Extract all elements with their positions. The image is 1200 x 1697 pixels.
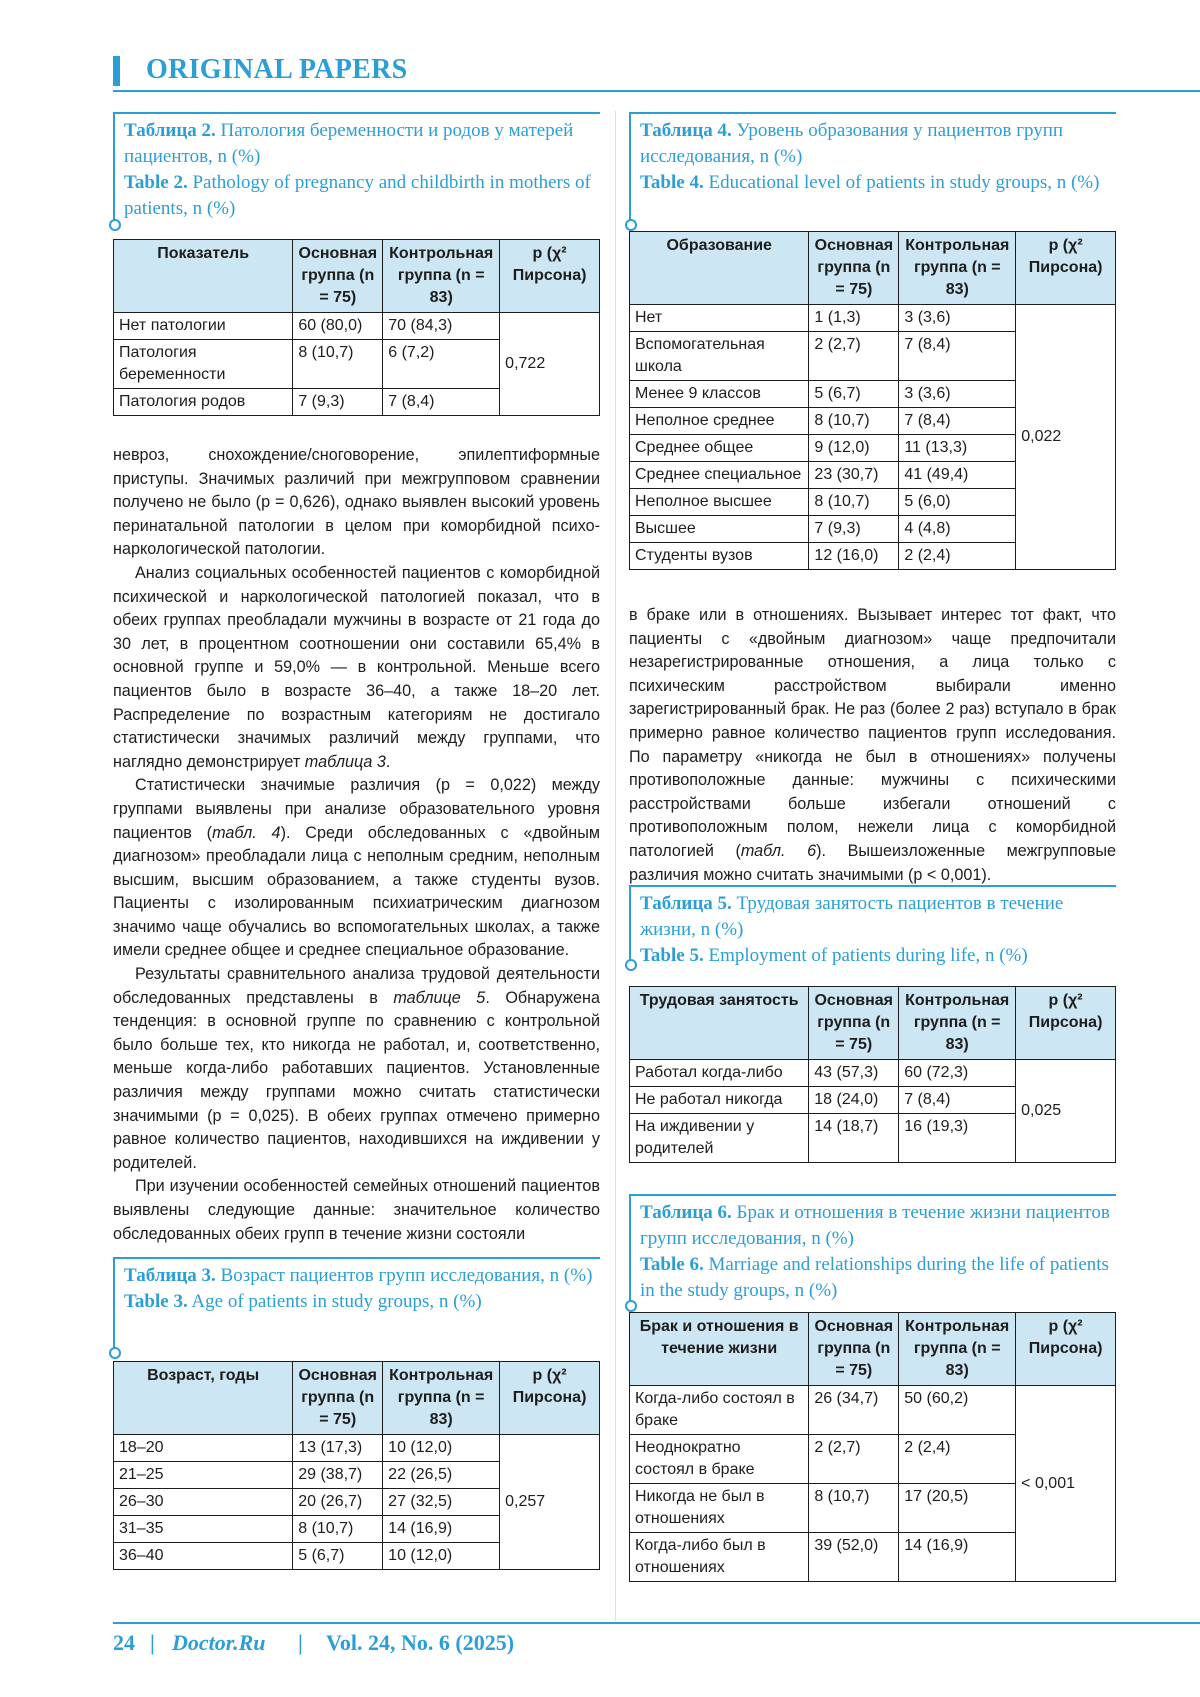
- table-cell: Неоднократно состоял в браке: [630, 1435, 809, 1484]
- table-row: [114, 313, 600, 340]
- header-accent-bar: [113, 56, 120, 86]
- table4-caption: [629, 112, 1116, 225]
- table3-title-en: Age of patients in study groups, n (%): [191, 1291, 482, 1312]
- table3-label-ru: Таблица 3.: [124, 1265, 216, 1286]
- table-row: [630, 1386, 1116, 1435]
- footer-rule: [113, 1622, 1200, 1624]
- table-header-cell: p (χ² Пирсона): [1016, 987, 1116, 1060]
- table-cell: 10 (12,0): [383, 1435, 500, 1462]
- table-cell: 12 (16,0): [809, 543, 899, 570]
- table4-title-ru: Уровень образования у пациентов групп исследования, n (%): [640, 120, 1064, 167]
- table-cell: 18 (24,0): [809, 1087, 899, 1114]
- table-header-cell: Основная группа (n = 75): [293, 1362, 383, 1435]
- table2: [113, 239, 600, 416]
- table5: [629, 986, 1116, 1163]
- table-cell: Вспомогательная школа: [630, 332, 809, 381]
- table-cell: 21–25: [114, 1462, 293, 1489]
- section-title: ORIGINAL PAPERS: [146, 54, 408, 85]
- table-cell: 14 (16,9): [383, 1516, 500, 1543]
- table3-caption: [113, 1257, 600, 1353]
- paragraph: При изучении особенностей семейных отношений пациентов выявлены следующие данные: значительное количество обследованных обеих групп в течение жизни состояли: [113, 1177, 600, 1243]
- table6-title-ru: Брак и отношения в течение жизни пациентов групп исследования, n (%): [640, 1202, 1110, 1249]
- table-cell: 2 (2,4): [899, 1435, 1016, 1484]
- table-cell: 2 (2,4): [899, 543, 1016, 570]
- page-number: 24: [113, 1630, 135, 1655]
- table-cell: 5 (6,7): [809, 381, 899, 408]
- table-header-cell: Образование: [630, 232, 809, 305]
- table3-label-en: Table 3.: [124, 1291, 188, 1312]
- table-header-cell: Основная группа (n = 75): [809, 987, 899, 1060]
- table-cell: 3 (3,6): [899, 381, 1016, 408]
- column-divider: [615, 111, 616, 1621]
- table4-label-en: Table 4.: [640, 172, 704, 193]
- table-cell: 22 (26,5): [383, 1462, 500, 1489]
- table2-label-ru: Таблица 2.: [124, 120, 216, 141]
- table-reference: таблице 5: [393, 988, 486, 1007]
- table-cell: 7 (8,4): [383, 389, 500, 416]
- caption-dot-icon: [109, 1347, 121, 1359]
- table-cell: 29 (38,7): [293, 1462, 383, 1489]
- caption-dot-icon: [625, 959, 637, 971]
- table-cell: 20 (26,7): [293, 1489, 383, 1516]
- table-cell: Студенты вузов: [630, 543, 809, 570]
- table-cell: Неполное высшее: [630, 489, 809, 516]
- table-header-row: [630, 1313, 1116, 1386]
- table-cell: 13 (17,3): [293, 1435, 383, 1462]
- table-header-row: [630, 232, 1116, 305]
- table-cell: 2 (2,7): [809, 1435, 899, 1484]
- table-header-cell: Основная группа (n = 75): [809, 232, 899, 305]
- caption-dot-icon: [625, 219, 637, 231]
- table-header-cell: Возраст, годы: [114, 1362, 293, 1435]
- table4-label-ru: Таблица 4.: [640, 120, 732, 141]
- p-value-cell: 0,722: [500, 313, 600, 416]
- table-cell: 4 (4,8): [899, 516, 1016, 543]
- table-cell: 8 (10,7): [293, 340, 383, 389]
- paragraph: невроз, снохождение/сноговорение, эпилептиформные приступы. Значимых различий при межгрупповом сравнении получено не было (р = 0,626), однако выявлен высокий уровень перинатальной патологии в целом при коморбидной психо-наркологической патологии.: [113, 446, 600, 559]
- table5-label-en: Table 5.: [640, 945, 704, 966]
- table-header-cell: p (χ² Пирсона): [500, 1362, 600, 1435]
- table6-title-en: Marriage and relationships during the life of patients in the study groups, n (%): [640, 1254, 1109, 1301]
- table-cell: 14 (16,9): [899, 1533, 1016, 1582]
- table-cell: 1 (1,3): [809, 305, 899, 332]
- table6-caption: [629, 1194, 1116, 1306]
- p-value-cell: < 0,001: [1016, 1386, 1116, 1582]
- table-header-cell: p (χ² Пирсона): [1016, 1313, 1116, 1386]
- table-cell: 14 (18,7): [809, 1114, 899, 1163]
- footer-separator: |: [298, 1630, 303, 1655]
- table-header-row: [630, 987, 1116, 1060]
- table-header-cell: Брак и отношения в течение жизни: [630, 1313, 809, 1386]
- table-header-row: [114, 240, 600, 313]
- table-header-cell: Контрольная группа (n = 83): [899, 1313, 1016, 1386]
- table-cell: 26 (34,7): [809, 1386, 899, 1435]
- table-cell: 23 (30,7): [809, 462, 899, 489]
- table-cell: Менее 9 классов: [630, 381, 809, 408]
- table-cell: 9 (12,0): [809, 435, 899, 462]
- table-cell: 27 (32,5): [383, 1489, 500, 1516]
- table-cell: 36–40: [114, 1543, 293, 1570]
- table-cell: Не работал никогда: [630, 1087, 809, 1114]
- table-cell: 50 (60,2): [899, 1386, 1016, 1435]
- table-cell: 3 (3,6): [899, 305, 1016, 332]
- table-cell: Среднее общее: [630, 435, 809, 462]
- caption-dot-icon: [109, 219, 121, 231]
- p-value-cell: 0,022: [1016, 305, 1116, 570]
- right-body-text: [629, 604, 1116, 887]
- header-rule: [113, 90, 1200, 92]
- table2-caption: [113, 112, 600, 225]
- table-cell: 17 (20,5): [899, 1484, 1016, 1533]
- left-body-text: [113, 444, 600, 1246]
- p-value-cell: 0,025: [1016, 1060, 1116, 1163]
- table-cell: Среднее специальное: [630, 462, 809, 489]
- paragraph: Статистически значимые различия (р = 0,022) между группами выявлены при анализе образовательного уровня пациентов (табл. 4). Среди обследованных с «двойным диагнозом» преобладали лица с неполным средним, неполным высшим, высшим образованием, а также студенты вузов. Пациенты с изолированным психиатрическим диагнозом значимо чаще обучались во вспомогательных школах, а также имели среднее общее и среднее специальное образование.: [113, 776, 600, 960]
- paragraph: в браке или в отношениях. Вызывает интерес тот факт, что пациенты с «двойным диагнозом» чаще предпочитали незарегистрированные отношения, а лица только с психическим расстройством выбирали именно зарегистрированный брак. Не раз (более 2 раз) вступало в брак примерно равное количество пациентов групп исследования. По параметру «никогда не был в отношениях» получены противоположные данные: мужчины с психическими расстройствами больше избегали отношений с противоположным полом, нежели лица с коморбидной патологией (табл. 6). Вышеизложенные межгрупповые различия можно считать значимыми (р < 0,001).: [629, 606, 1116, 884]
- table-cell: Неполное среднее: [630, 408, 809, 435]
- table-cell: Патология беременности: [114, 340, 293, 389]
- table-row: [630, 1060, 1116, 1087]
- table-cell: 7 (8,4): [899, 332, 1016, 381]
- table-cell: 2 (2,7): [809, 332, 899, 381]
- table2-title-ru: Патология беременности и родов у матерей пациентов, n (%): [124, 120, 574, 167]
- table-cell: 5 (6,7): [293, 1543, 383, 1570]
- table-cell: 60 (80,0): [293, 313, 383, 340]
- table-reference: табл. 4: [212, 823, 281, 842]
- p-value-cell: 0,257: [500, 1435, 600, 1570]
- caption-dot-icon: [625, 1300, 637, 1312]
- table-cell: 7 (9,3): [809, 516, 899, 543]
- table-cell: Нет: [630, 305, 809, 332]
- table-cell: Патология родов: [114, 389, 293, 416]
- table5-caption: [629, 885, 1116, 965]
- table-row: [114, 1435, 600, 1462]
- table-cell: Нет патологии: [114, 313, 293, 340]
- table4: [629, 231, 1116, 570]
- table-header-cell: Основная группа (n = 75): [809, 1313, 899, 1386]
- table-cell: 41 (49,4): [899, 462, 1016, 489]
- table-cell: 26–30: [114, 1489, 293, 1516]
- table-header-cell: Контрольная группа (n = 83): [383, 240, 500, 313]
- table-cell: 18–20: [114, 1435, 293, 1462]
- table-cell: На иждивении у родителей: [630, 1114, 809, 1163]
- volume-info: Vol. 24, No. 6 (2025): [326, 1630, 515, 1655]
- table-cell: 16 (19,3): [899, 1114, 1016, 1163]
- table-header-row: [114, 1362, 600, 1435]
- table5-label-ru: Таблица 5.: [640, 893, 732, 914]
- table-cell: 7 (8,4): [899, 1087, 1016, 1114]
- table-cell: Когда-либо был в отношениях: [630, 1533, 809, 1582]
- table6: [629, 1312, 1116, 1582]
- paragraph: Анализ социальных особенностей пациентов с коморбидной психической и наркологической патологией показал, что в обеих группах преобладали мужчины в возрасте от 21 года до 30 лет, в процентном соотношении они составили 65,4% в основной группе и 59,0% — в контрольной. Меньше всего пациентов было в возрасте 36–40, а также 18–20 лет. Распределение по возрастным категориям не достигало статистически значимых различий между группами, что наглядно демонстрирует таблица 3.: [113, 563, 600, 771]
- table-header-cell: p (χ² Пирсона): [1016, 232, 1116, 305]
- table-cell: 60 (72,3): [899, 1060, 1016, 1087]
- paragraph: Результаты сравнительного анализа трудовой деятельности обследованных представлены в таблице 5. Обнаружена тенденция: в основной группе по сравнению с контрольной было больше тех, кто никогда не работал, и, соответственно, меньше когда-либо работавших пациентов. Установленные различия между группами можно считать статистически значимыми (р = 0,025). В обеих группах отмечено примерно равное количество пациентов, находившихся на иждивении у родителей.: [113, 965, 600, 1172]
- table-cell: 6 (7,2): [383, 340, 500, 389]
- table4-title-en: Educational level of patients in study groups, n (%): [708, 172, 1100, 193]
- table6-label-ru: Таблица 6.: [640, 1202, 732, 1223]
- table-reference: табл. 6: [740, 841, 817, 860]
- table-cell: 8 (10,7): [809, 489, 899, 516]
- table-reference: таблица 3: [304, 752, 386, 771]
- journal-logo: Doctor.Ru: [172, 1630, 266, 1655]
- table-cell: Когда-либо состоял в браке: [630, 1386, 809, 1435]
- table-cell: 5 (6,0): [899, 489, 1016, 516]
- table-header-cell: p (χ² Пирсона): [500, 240, 600, 313]
- table-header-cell: Контрольная группа (n = 83): [383, 1362, 500, 1435]
- table-cell: Никогда не был в отношениях: [630, 1484, 809, 1533]
- table-header-cell: Контрольная группа (n = 83): [899, 987, 1016, 1060]
- table-header-cell: Контрольная группа (n = 83): [899, 232, 1016, 305]
- table-cell: 31–35: [114, 1516, 293, 1543]
- table-cell: 8 (10,7): [809, 408, 899, 435]
- table5-title-en: Employment of patients during life, n (%): [708, 945, 1028, 966]
- footer-separator: |: [150, 1630, 155, 1655]
- table-cell: 7 (9,3): [293, 389, 383, 416]
- table-header-cell: Основная группа (n = 75): [293, 240, 383, 313]
- table-cell: 8 (10,7): [809, 1484, 899, 1533]
- table2-title-en: Pathology of pregnancy and childbirth in mothers of patients, n (%): [124, 172, 591, 219]
- table-cell: 7 (8,4): [899, 408, 1016, 435]
- table-row: [630, 305, 1116, 332]
- table-cell: 8 (10,7): [293, 1516, 383, 1543]
- table5-title-ru: Трудовая занятость пациентов в течение жизни, n (%): [640, 893, 1064, 940]
- table-cell: 70 (84,3): [383, 313, 500, 340]
- table6-label-en: Table 6.: [640, 1254, 704, 1275]
- table-cell: Работал когда-либо: [630, 1060, 809, 1087]
- table-cell: Высшее: [630, 516, 809, 543]
- table-cell: 10 (12,0): [383, 1543, 500, 1570]
- table-header-cell: Трудовая занятость: [630, 987, 809, 1060]
- table-header-cell: Показатель: [114, 240, 293, 313]
- table-cell: 11 (13,3): [899, 435, 1016, 462]
- table-cell: 43 (57,3): [809, 1060, 899, 1087]
- table-cell: 39 (52,0): [809, 1533, 899, 1582]
- table2-label-en: Table 2.: [124, 172, 188, 193]
- table3-title-ru: Возраст пациентов групп исследования, n (%): [220, 1265, 593, 1286]
- table3: [113, 1361, 600, 1570]
